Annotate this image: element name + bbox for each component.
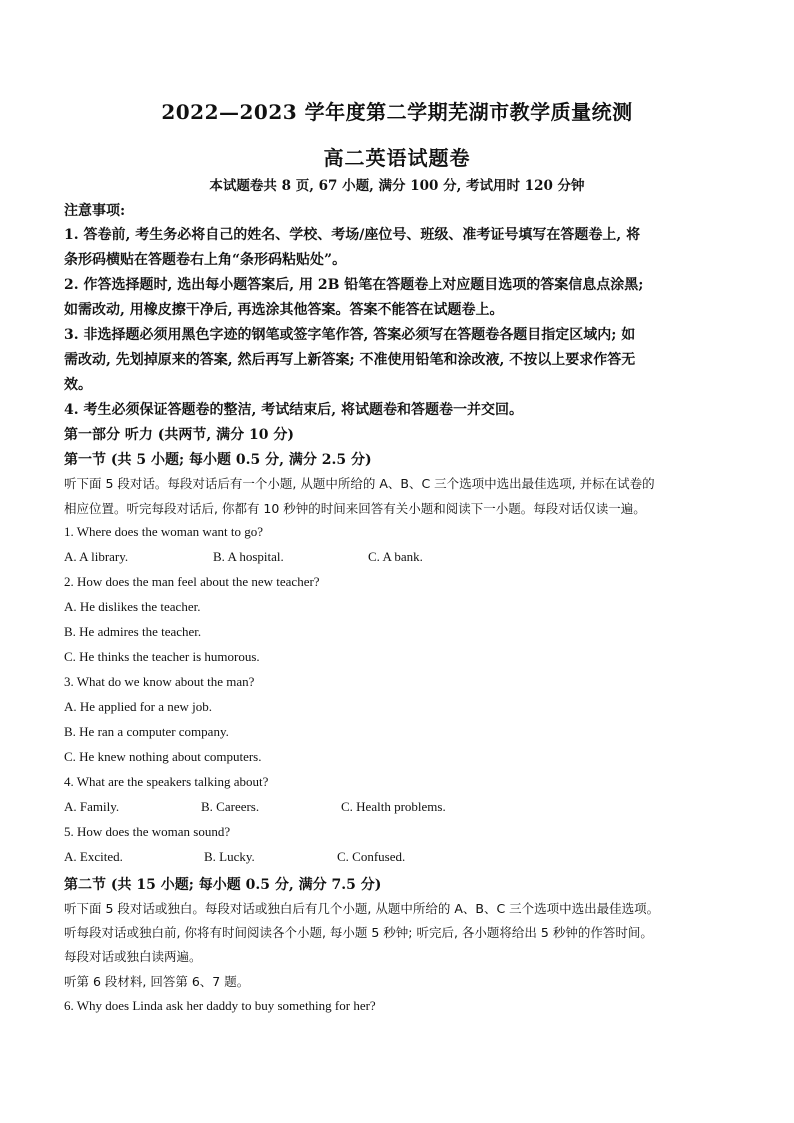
- part1-heading: 第一部分 听力 (共两节, 满分 10 分): [64, 427, 294, 443]
- section1-instructions-line-1: 听下面 5 段对话。每段对话后有一个小题, 从题中所给的 A、B、C 三个选项中选出最佳选项, 并标在试卷的: [64, 476, 655, 491]
- note-3-line-3: 效。: [64, 377, 92, 393]
- note-3-line-1: 3. 非选择题必须用黑色字迹的钢笔或签字笔作答, 答案必须写在答题卷各题目指定区域内; 如: [64, 327, 636, 343]
- question-3-option-c: C. He knew nothing about computers.: [64, 749, 262, 764]
- question-3: 3. What do we know about the man?: [64, 674, 255, 689]
- question-5: 5. How does the woman sound?: [64, 824, 231, 839]
- note-1-line-2: 条形码横贴在答题卷右上角“条形码粘贴处”。: [64, 252, 347, 268]
- question-1: 1. Where does the woman want to go?: [64, 524, 264, 539]
- note-2-line-2: 如需改动, 用橡皮擦干净后, 再选涂其他答案。答案不能答在试题卷上。: [64, 302, 504, 318]
- section2-heading: 第二节 (共 15 小题; 每小题 0.5 分, 满分 7.5 分): [64, 877, 382, 893]
- question-5-option-c: C. Confused.: [337, 849, 406, 864]
- question-4-option-a: A. Family.: [64, 799, 120, 814]
- question-4: 4. What are the speakers talking about?: [64, 774, 269, 789]
- question-2-option-c: C. He thinks the teacher is humorous.: [64, 649, 260, 664]
- question-3-option-b: B. He ran a computer company.: [64, 724, 229, 739]
- question-4-option-c: C. Health problems.: [341, 799, 446, 814]
- exam-info: 本试题卷共 8 页, 67 小题, 满分 100 分, 考试用时 120 分钟: [209, 178, 585, 194]
- section2-instructions-line-2: 听每段对话或独白前, 你将有时间阅读各个小题, 每小题 5 秒钟; 听完后, 各小题将给出 5 秒钟的作答时间。: [64, 925, 653, 940]
- note-4: 4. 考生必须保证答题卷的整洁, 考试结束后, 将试题卷和答题卷一并交回。: [64, 402, 523, 418]
- exam-title: 2022—2023 学年度第二学期芜湖市教学质量统测: [161, 100, 633, 124]
- note-1-line-1: 1. 答卷前, 考生务必将自己的姓名、学校、考场/座位号、班级、准考证号填写在答题卷上, 将: [64, 227, 641, 243]
- material-6-instruction: 听第 6 段材料, 回答第 6、7 题。: [64, 974, 250, 989]
- section1-heading: 第一节 (共 5 小题; 每小题 0.5 分, 满分 2.5 分): [64, 452, 372, 468]
- question-5-option-a: A. Excited.: [64, 849, 123, 864]
- question-2-option-b: B. He admires the teacher.: [64, 624, 202, 639]
- exam-subtitle: 高二英语试题卷: [323, 146, 471, 170]
- question-5-option-b: B. Lucky.: [204, 849, 255, 864]
- question-2: 2. How does the man feel about the new teacher?: [64, 574, 320, 589]
- question-1-option-a: A. A library.: [64, 549, 129, 564]
- question-3-option-a: A. He applied for a new job.: [64, 699, 213, 714]
- section2-instructions-line-1: 听下面 5 段对话或独白。每段对话或独白后有几个小题, 从题中所给的 A、B、C 三个选项中选出最佳选项。: [64, 901, 660, 916]
- note-3-line-2: 需改动, 先划掉原来的答案, 然后再写上新答案; 不准使用铅笔和涂改液, 不按以上要求作答无: [64, 352, 636, 368]
- note-2-line-1: 2. 作答选择题时, 选出每小题答案后, 用 2B 铅笔在答题卷上对应题目选项的答案信息点涂黑;: [64, 277, 644, 293]
- section1-instructions-line-2: 相应位置。听完每段对话后, 你都有 10 秒钟的时间来回答有关小题和阅读下一小题。每段对话仅读一遍。: [64, 501, 646, 516]
- question-1-option-b: B. A hospital.: [213, 549, 284, 564]
- question-2-option-a: A. He dislikes the teacher.: [64, 599, 201, 614]
- question-4-option-b: B. Careers.: [201, 799, 260, 814]
- section2-instructions-line-3: 每段对话或独白读两遍。: [64, 949, 202, 964]
- notes-heading: 注意事项:: [64, 203, 126, 219]
- question-6: 6. Why does Linda ask her daddy to buy something for her?: [64, 998, 376, 1013]
- question-1-option-c: C. A bank.: [368, 549, 423, 564]
